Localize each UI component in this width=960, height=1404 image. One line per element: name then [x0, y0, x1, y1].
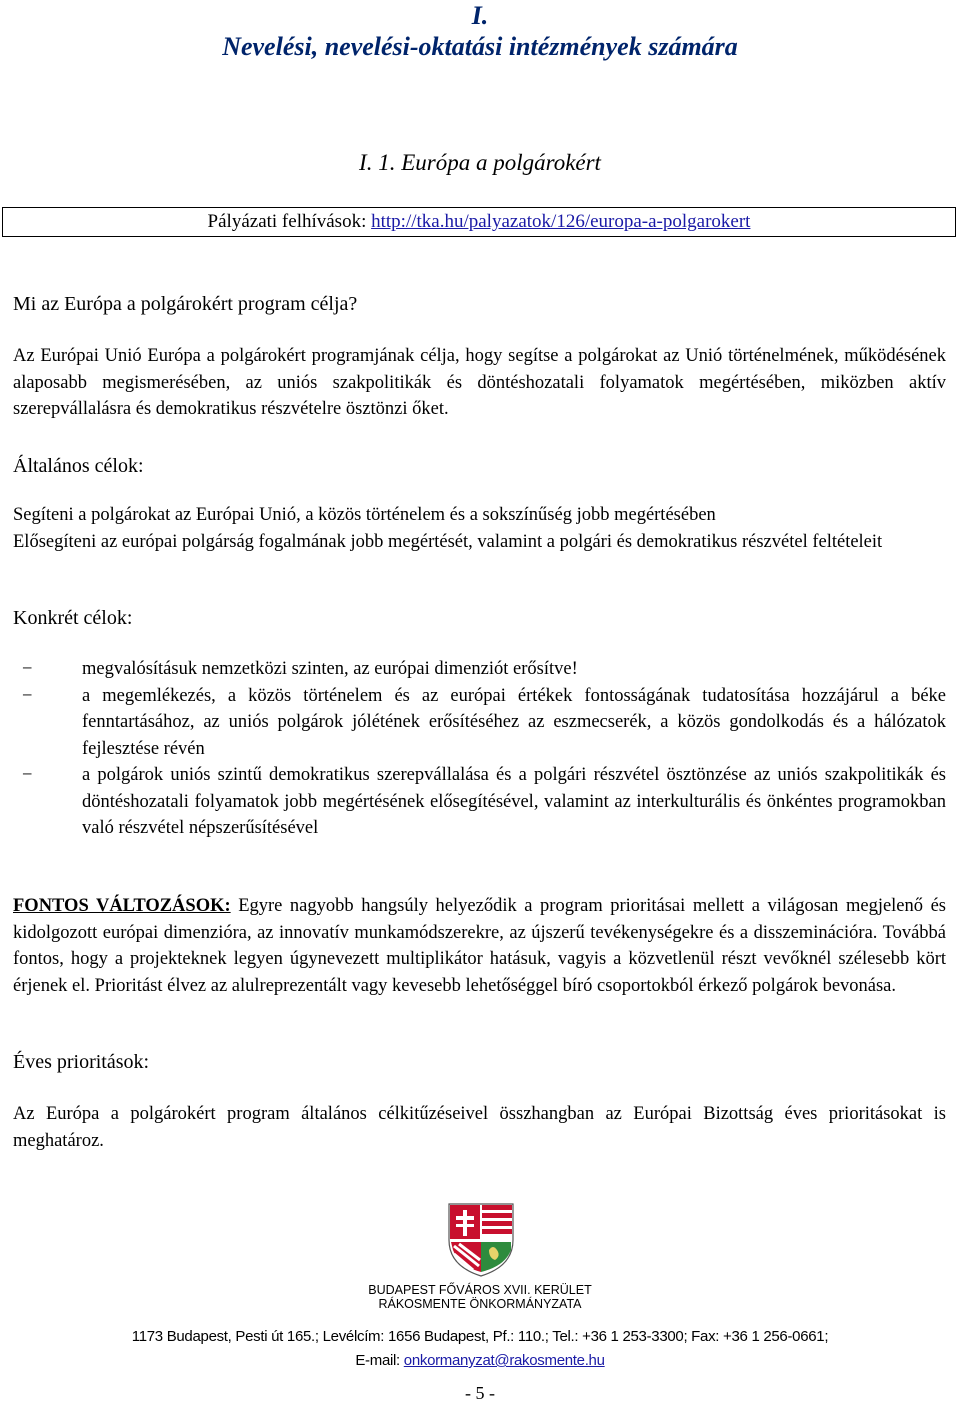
list-item: − a megemlékezés, a közös történelem és az európai értékek fontosságának tudatosítása hozzájárul a béke fenntartásához, az uniós polgárok jólétének erősítéséhez az eszmecserék, a közös gondolkodás és a hálózatok fejlesztése révén	[13, 683, 946, 763]
changes-label: FONTOS VÁLTOZÁSOK:	[13, 896, 231, 916]
footer-address: 1173 Budapest, Pesti út 165.; Levélcím: 1656 Budapest, Pf.: 110.; Tel.: +36 1 253-3300; Fax: +36 1 256-0661;	[131, 1328, 829, 1345]
changes-text: Egyre nagyobb hangsúly helyeződik a program prioritásai mellett a világosan megjelenő és kidolgozott európai dimenzióra, az innovatív munkamódszerekre, az újszerű tevékenységekre és a disszeminációra. Továbbá fontos, hogy a projekteknek legyen úgynevezett multiplikátor hatásuk, vagyis a közvetlenül részt vevőknél szélesebb kört érjenek el. Prioritást élvez az alulreprezentált vagy kevesebb lehetőséggel bíró csoportokból érkező polgárok bevonása.	[13, 896, 946, 996]
annual-paragraph	[13, 1101, 946, 1154]
intro-text: Az Európai Unió Európa a polgárokért programjának célja, hogy segítse a polgárokat az Unió történelmének, működésének alaposabb megismerésében, az uniós szakpolitikák és döntéshozatali folyamatok megértésében, miközben aktív szerepvállalásra és demokratikus részvételre ösztönzi őket.	[13, 346, 946, 419]
calls-link[interactable]: http://tka.hu/palyazatok/126/europa-a-polgarokert	[371, 211, 751, 232]
changes-paragraph	[13, 893, 946, 999]
email-label: E-mail:	[355, 1352, 404, 1369]
general-item: Elősegíteni az európai polgárság fogalmának jobb megértését, valamint a polgári és demokratikus részvétel feltételeit	[13, 531, 883, 552]
general-list	[13, 502, 946, 555]
question-heading: Mi az Európa a polgárokért program célja?	[13, 293, 358, 315]
annual-heading: Éves prioritások:	[13, 1051, 150, 1073]
footer-email-line	[0, 1352, 960, 1369]
list-item: − megvalósításuk nemzetközi szinten, az európai dimenziót erősítve!	[13, 656, 946, 683]
org-name-line1: BUDAPEST FŐVÁROS XVII. KERÜLET	[368, 1283, 592, 1297]
coat-of-arms-icon	[445, 1200, 517, 1278]
chapter-number: I.	[471, 1, 489, 30]
specific-list	[13, 656, 946, 842]
general-item: Segíteni a polgárokat az Európai Unió, a közös történelem és a sokszínűség jobb megértésében	[13, 505, 716, 525]
calls-label: Pályázati felhívások:	[207, 211, 372, 232]
section-title: I. 1. Európa a polgárokért	[359, 150, 601, 175]
org-name-line2: RÁKOSMENTE ÖNKORMÁNYZATA	[378, 1297, 582, 1311]
list-item: − a polgárok uniós szintű demokratikus szerepvállalása és a polgári részvétel ösztönzése az uniós szakpolitikák és döntéshozatali folyamatok jobb megértésének elősegítésével, valamint az interkulturális és önkéntes programokban való részvétel népszerűsítésével	[13, 762, 946, 842]
general-heading: Általános célok:	[13, 455, 144, 477]
email-link[interactable]: onkormanyzat@rakosmente.hu	[403, 1352, 605, 1369]
specific-heading: Konkrét célok:	[13, 607, 133, 629]
page-number: - 5 -	[465, 1383, 495, 1403]
calls-box	[2, 207, 956, 237]
annual-text: Az Európa a polgárokért program általános célkitűzéseivel összhangban az Európai Bizottság éves prioritásokat is meghatároz.	[13, 1104, 946, 1151]
intro-paragraph	[13, 343, 946, 423]
chapter-title: Nevelési, nevelési-oktatási intézmények számára	[222, 32, 738, 61]
